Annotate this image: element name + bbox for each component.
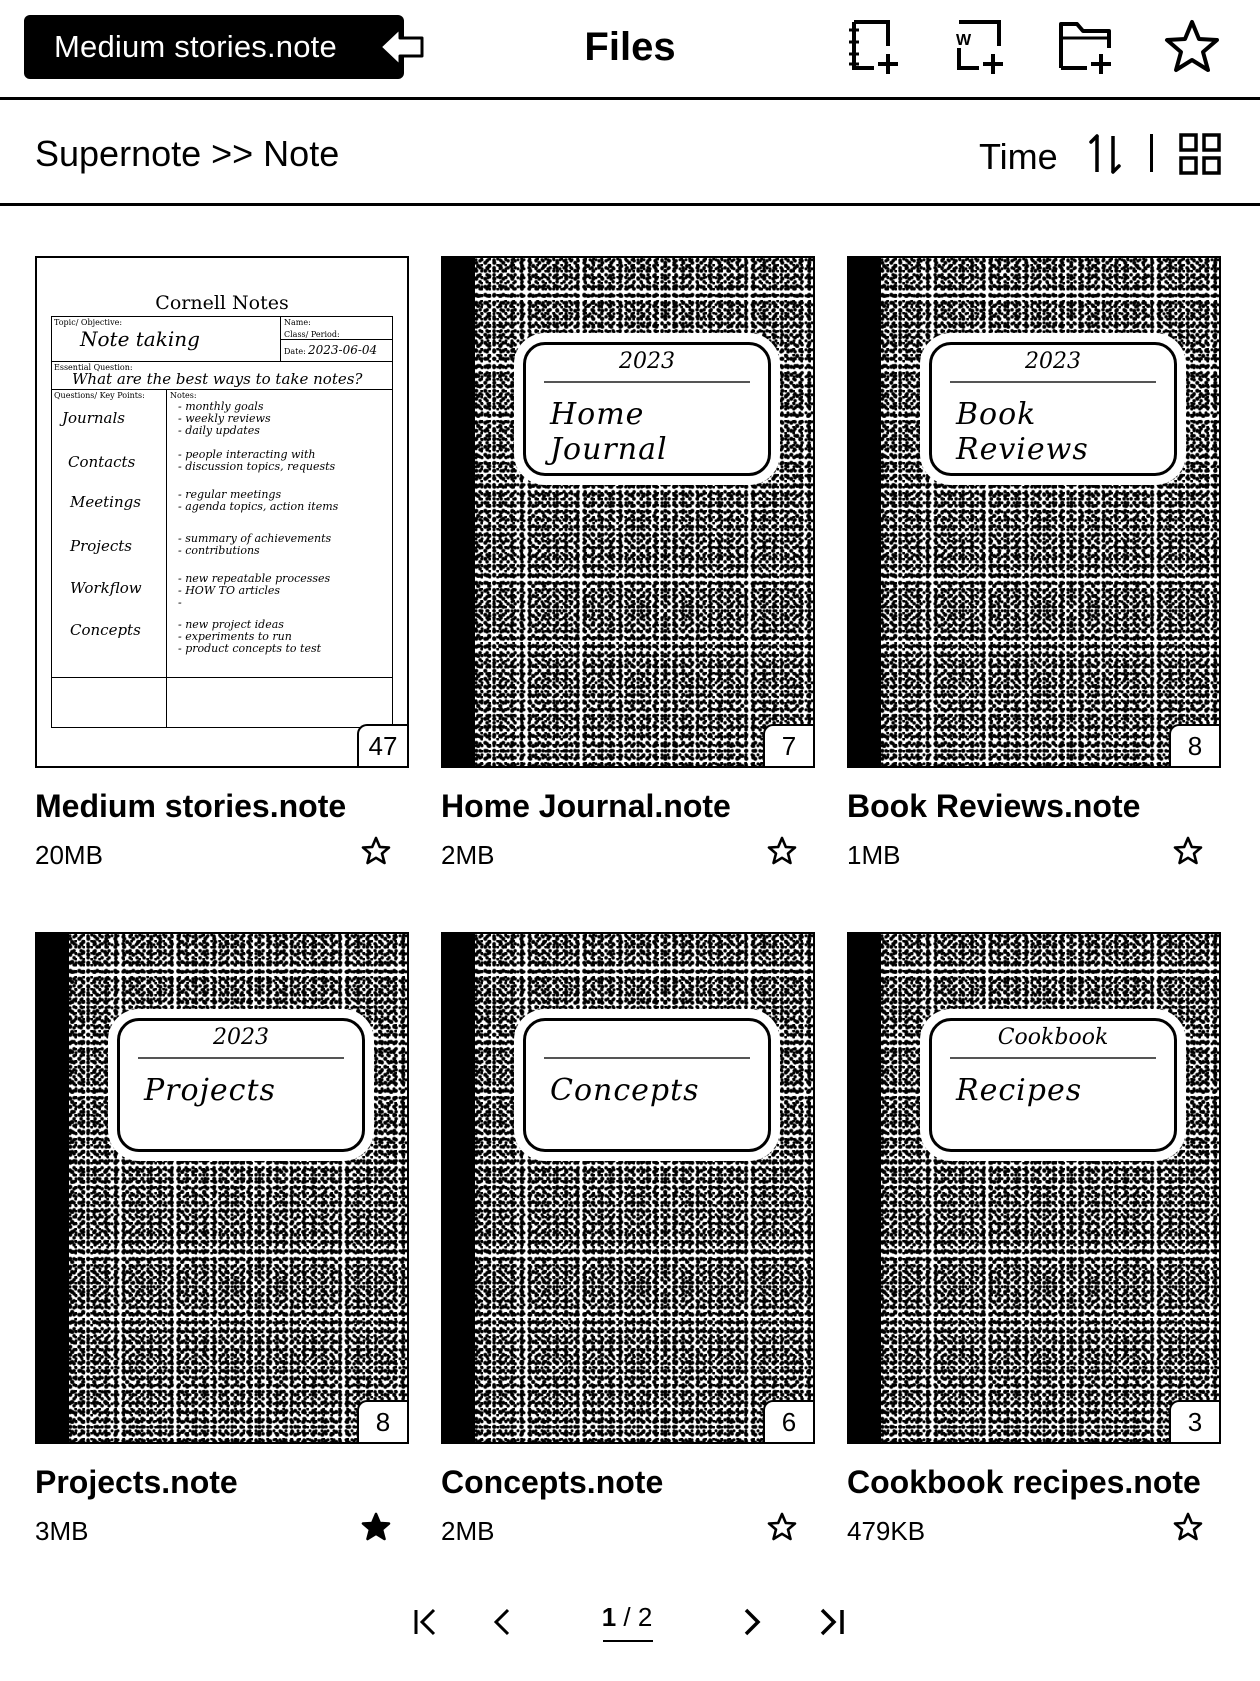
cornell-notes-preview [37, 258, 407, 766]
cornell-note: - weekly reviews [178, 412, 271, 425]
file-card[interactable] [847, 256, 1221, 870]
page-count-badge: 3 [1169, 1400, 1219, 1442]
file-size: 479KB [847, 1516, 926, 1546]
cornell-class-label: Class/ Period: [284, 330, 340, 339]
cover-label-line [138, 1057, 344, 1059]
cornell-note: - new project ideas [178, 618, 284, 631]
file-size: 3MB [35, 1516, 89, 1546]
cornell-key: Journals [62, 409, 125, 427]
breadcrumb[interactable]: Supernote >> Note [35, 133, 340, 174]
cover-label-title: Book Reviews [956, 397, 1089, 467]
total-pages: 2 [637, 1602, 653, 1632]
cornell-note: - regular meetings [178, 488, 282, 501]
file-name[interactable]: Book Reviews.note [847, 788, 1141, 824]
page-indicator-underline [603, 1640, 653, 1642]
file-name[interactable]: Medium stories.note [35, 788, 347, 824]
notebook-spine [849, 258, 881, 766]
top-bar [0, 0, 1260, 100]
cornell-notes-group [178, 573, 330, 609]
cornell-note: - daily updates [178, 424, 260, 437]
cornell-rule [52, 389, 392, 390]
star-outline-icon[interactable] [1173, 836, 1203, 866]
favorites-star-icon[interactable] [1163, 18, 1221, 76]
marble-cover [849, 258, 1219, 766]
cornell-notes-group [178, 619, 321, 655]
notebook-spine [443, 934, 475, 1442]
cornell-note: - people interacting with [178, 448, 316, 461]
cover-label-line [950, 381, 1156, 383]
cornell-note: - product concepts to test [178, 642, 322, 655]
cornell-note: - [178, 596, 182, 609]
cornell-grid [51, 316, 393, 728]
cornell-key: Contacts [68, 453, 136, 471]
cover-label [523, 342, 771, 476]
marble-cover [443, 258, 813, 766]
file-name[interactable]: Projects.note [35, 1464, 238, 1500]
notebook-spine [443, 258, 475, 766]
cover-label [929, 1018, 1177, 1152]
cornell-key: Projects [70, 537, 132, 555]
star-outline-icon[interactable] [767, 836, 797, 866]
file-thumbnail[interactable] [441, 932, 815, 1444]
file-size: 1MB [847, 840, 901, 870]
cornell-notes-group [178, 449, 335, 473]
cornell-date-label: Date: [284, 347, 306, 356]
cornell-notes-label: Notes: [170, 391, 197, 400]
cover-label-year: 2023 [213, 1025, 269, 1050]
next-page-icon[interactable] [732, 1602, 772, 1642]
sort-by-label[interactable]: Time [979, 136, 1058, 177]
pagination [0, 1590, 1260, 1660]
cornell-key: Concepts [70, 621, 141, 639]
file-thumbnail[interactable] [847, 256, 1221, 768]
cornell-question-label: Essential Question: [54, 363, 133, 372]
file-thumbnail[interactable] [35, 256, 409, 768]
cornell-note: - HOW TO articles [178, 584, 281, 597]
star-outline-icon[interactable] [767, 1512, 797, 1542]
cover-label-year: Cookbook [997, 1025, 1109, 1050]
cornell-topic: Note taking [80, 327, 200, 351]
marble-cover [849, 934, 1219, 1442]
cover-label-line [544, 1057, 750, 1059]
cornell-topic-label: Topic/ Objective: [54, 318, 123, 327]
svg-text:W: W [956, 32, 972, 49]
file-size: 2MB [441, 1516, 495, 1546]
path-bar [0, 100, 1260, 206]
file-card[interactable] [441, 256, 815, 870]
star-outline-icon[interactable] [361, 836, 391, 866]
cornell-rule [52, 677, 392, 678]
grid-view-icon[interactable] [1178, 132, 1222, 176]
cover-label [117, 1018, 365, 1152]
marble-cover [443, 934, 813, 1442]
previous-page-icon[interactable] [482, 1602, 522, 1642]
file-card[interactable] [441, 932, 815, 1546]
page-count-badge: 6 [763, 1400, 813, 1442]
cornell-notes-group [178, 533, 331, 557]
cornell-rule [280, 339, 392, 340]
cornell-note: - agenda topics, action items [178, 500, 339, 513]
file-name[interactable]: Home Journal.note [441, 788, 731, 824]
notebook-spine [849, 934, 881, 1442]
sort-order-icon[interactable] [1085, 132, 1125, 176]
cover-label-title: Concepts [550, 1073, 700, 1108]
file-card[interactable] [35, 932, 409, 1546]
cornell-name-label: Name: [284, 318, 311, 327]
cornell-key: Workflow [70, 579, 142, 597]
page-count-badge: 47 [357, 724, 407, 766]
first-page-icon[interactable] [406, 1602, 446, 1642]
star-filled-icon[interactable] [361, 1512, 391, 1542]
cornell-rule [52, 361, 392, 362]
page-count-badge: 8 [357, 1400, 407, 1442]
file-card[interactable] [35, 256, 409, 870]
cover-label [929, 342, 1177, 476]
file-thumbnail[interactable] [35, 932, 409, 1444]
cover-label-title: Home Journal [550, 397, 668, 467]
page-count-badge: 7 [763, 724, 813, 766]
cornell-note: - new repeatable processes [178, 572, 331, 585]
cover-label-year: 2023 [1025, 349, 1081, 374]
cornell-note: - contributions [178, 544, 260, 557]
page-indicator [600, 1602, 654, 1633]
page-count-badge: 8 [1169, 724, 1219, 766]
file-thumbnail[interactable] [441, 256, 815, 768]
cornell-notes-group [178, 401, 271, 437]
page-title: Files [584, 25, 676, 69]
cover-label [523, 1018, 771, 1152]
back-button-label: Medium stories.note [54, 29, 337, 64]
file-size: 20MB [35, 840, 103, 870]
last-page-icon[interactable] [812, 1602, 852, 1642]
new-note-icon[interactable] [846, 18, 904, 76]
file-thumbnail[interactable] [847, 932, 1221, 1444]
cover-label-title: Recipes [956, 1073, 1083, 1108]
cover-label-line [544, 381, 750, 383]
cornell-keypoints-label: Questions/ Key Points: [54, 391, 145, 400]
current-page: 1 [601, 1602, 617, 1632]
cornell-title: Cornell Notes [155, 292, 289, 314]
cornell-key: Meetings [70, 493, 141, 511]
cornell-note: - discussion topics, requests [178, 460, 336, 473]
cornell-note: - monthly goals [178, 400, 264, 413]
cornell-notes-group [178, 489, 338, 513]
cover-label-line [950, 1057, 1156, 1059]
cover-label-year: 2023 [619, 349, 675, 374]
new-word-doc-icon[interactable] [951, 18, 1009, 76]
cornell-note: - summary of achievements [178, 532, 332, 545]
new-folder-icon[interactable] [1057, 18, 1115, 76]
marble-cover [37, 934, 407, 1442]
cornell-note: - experiments to run [178, 630, 292, 643]
file-name[interactable]: Concepts.note [441, 1464, 664, 1500]
cover-label-title: Projects [144, 1073, 276, 1108]
cornell-date: 2023-06-04 [308, 343, 378, 357]
cornell-question: What are the best ways to take notes? [72, 370, 363, 388]
toolbar-divider [1150, 134, 1153, 172]
file-size: 2MB [441, 840, 495, 870]
file-name[interactable]: Cookbook recipes.note [847, 1464, 1201, 1500]
page-separator: / [616, 1602, 638, 1632]
star-outline-icon[interactable] [1173, 1512, 1203, 1542]
cornell-column-divider [166, 389, 167, 727]
file-card[interactable] [847, 932, 1221, 1546]
notebook-spine [37, 934, 69, 1442]
